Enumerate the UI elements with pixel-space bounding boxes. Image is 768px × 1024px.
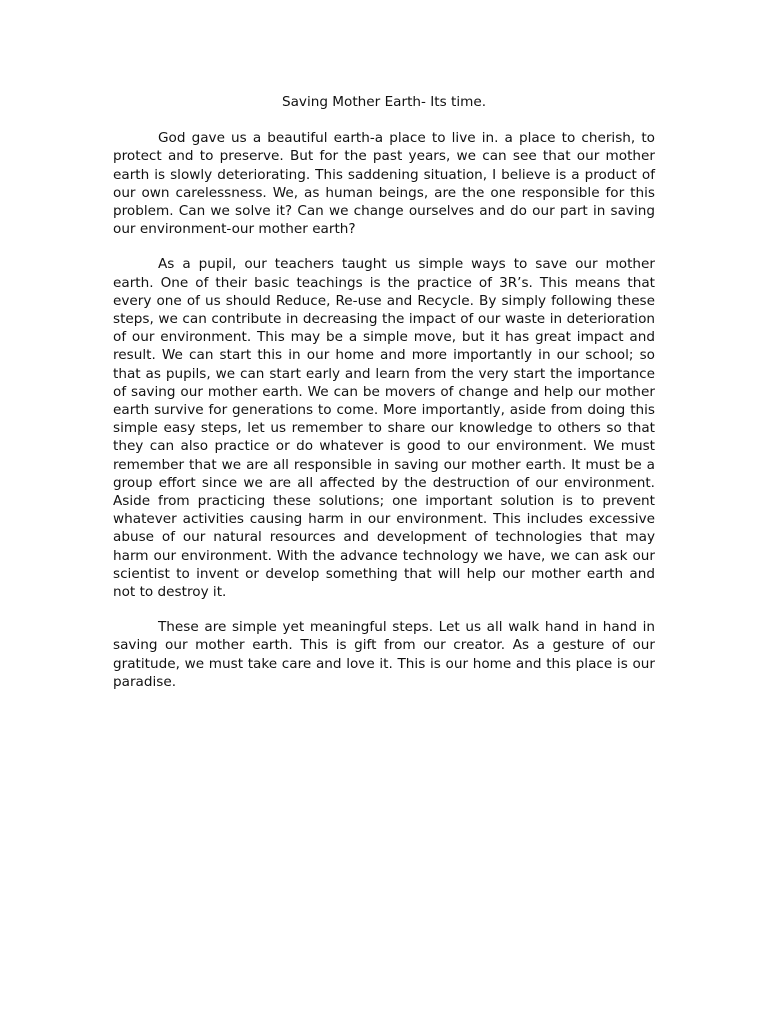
paragraph-body: As a pupil, our teachers taught us simple ways to save our mother earth. One of their basic teachings is the practice of 3R’s. This means that every one of us should Reduce, Re-use and Recycle. By simply following these steps, we can contribute in decreasing the impact of our waste in deterioration of our environment. This may be a simple move, but it has great impact and result. We can start this in our home and more importantly in our school; so that as pupils, we can start early and learn from the very start the importance of saving our mother earth. We can be movers of change and help our mother earth survive for generations to come. More importantly, aside from doing this simple easy steps, let us remember to share our knowledge to others so that they can also practice or do whatever is good to our environment. We must remember that we are all responsible in saving our mother earth. It must be a group effort since we are all affected by the destruction of our environment. Aside from practicing these solutions; one important solution is to prevent whatever activities causing harm in our environment. This includes excessive abuse of our natural resources and development of technologies that may harm our environment. With the advance technology we have, we can ask our scientist to invent or develop something that will help our mother earth and not to destroy it.	[113, 256, 655, 601]
paragraph-intro: God gave us a beautiful earth-a place to live in. a place to cherish, to protect and to preserve. But for the past years, we can see that our mother earth is slowly deteriorating. This saddening situation, I believe is a product of our own carelessness. We, as human beings, are the one responsible for this problem. Can we solve it? Can we change ourselves and do our part in saving our environment-our mother earth?	[113, 130, 655, 238]
paragraph-conclusion: These are simple yet meaningful steps. Let us all walk hand in hand in saving our mother earth. This is gift from our creator. As a gesture of our gratitude, we must take care and love it. This is our home and this place is our paradise.	[113, 619, 655, 690]
document-body	[113, 93, 655, 708]
document-title: Saving Mother Earth- Its time.	[281, 94, 487, 110]
